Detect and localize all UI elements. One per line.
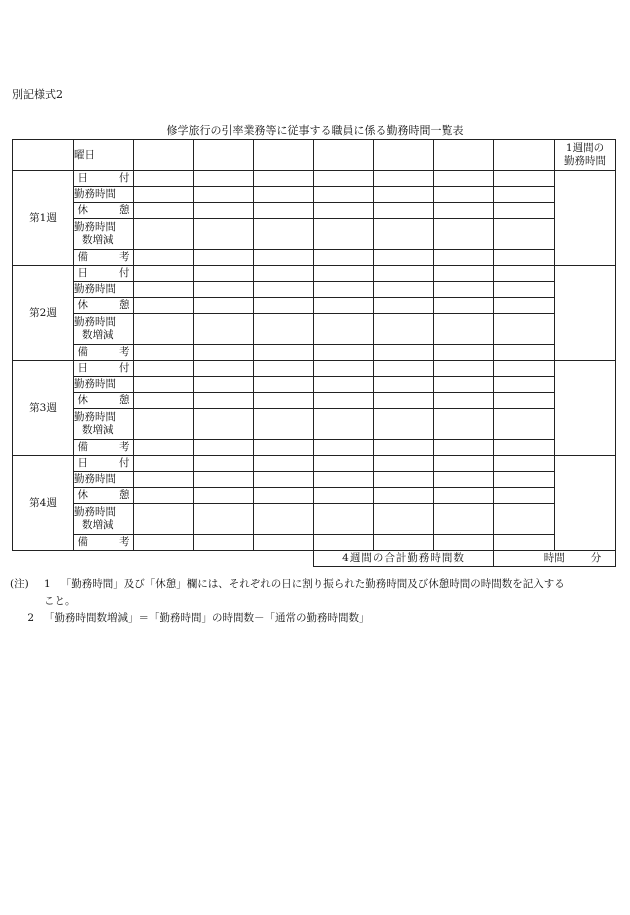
entry-cell[interactable] xyxy=(254,250,314,266)
row-label-date xyxy=(74,171,134,187)
entry-cell[interactable] xyxy=(134,535,194,551)
row-label-rest xyxy=(74,488,134,504)
week-row xyxy=(13,393,616,409)
entry-cell[interactable] xyxy=(494,298,555,314)
row-label-date-text: 日付 xyxy=(77,457,130,469)
entry-cell[interactable] xyxy=(314,219,374,250)
entry-cell[interactable] xyxy=(314,535,374,551)
entry-cell[interactable] xyxy=(194,314,254,345)
entry-cell[interactable] xyxy=(494,266,555,282)
entry-cell[interactable] xyxy=(374,535,434,551)
week-row xyxy=(13,187,616,203)
entry-cell[interactable] xyxy=(314,504,374,535)
entry-cell[interactable] xyxy=(134,472,194,488)
note-body: 「勤務時間数増減」＝「勤務時間」の時間数－「通常の勤務時間数」 xyxy=(44,612,370,624)
entry-cell[interactable] xyxy=(374,219,434,250)
weekly-header-line1: 1週間の xyxy=(565,142,605,154)
entry-cell[interactable] xyxy=(194,250,254,266)
entry-cell[interactable] xyxy=(134,377,194,393)
entry-cell[interactable] xyxy=(134,203,194,219)
week-row xyxy=(13,171,616,187)
entry-cell[interactable] xyxy=(134,440,194,456)
weekly-header-line2: 勤務時間 xyxy=(564,155,606,167)
entry-cell[interactable] xyxy=(254,440,314,456)
notes-section xyxy=(10,576,618,627)
entry-cell[interactable] xyxy=(194,488,254,504)
note-text xyxy=(44,576,618,593)
row-label-adjust-line2: 数増減 xyxy=(82,424,114,436)
entry-cell[interactable] xyxy=(374,266,434,282)
entry-cell[interactable] xyxy=(134,298,194,314)
entry-cell[interactable] xyxy=(314,345,374,361)
entry-cell[interactable] xyxy=(494,361,555,377)
row-label-adjust xyxy=(74,219,134,250)
entry-cell[interactable] xyxy=(434,488,494,504)
week-row xyxy=(13,504,616,535)
entry-cell[interactable] xyxy=(194,345,254,361)
row-label-rest xyxy=(74,393,134,409)
week-row xyxy=(13,472,616,488)
day-cell[interactable] xyxy=(134,140,194,171)
entry-cell[interactable] xyxy=(314,314,374,345)
row-label-adjust xyxy=(74,504,134,535)
entry-cell[interactable] xyxy=(194,361,254,377)
entry-cell[interactable] xyxy=(254,472,314,488)
four-week-total-value[interactable] xyxy=(494,551,616,567)
entry-cell[interactable] xyxy=(494,187,555,203)
entry-cell[interactable] xyxy=(434,456,494,472)
note-number: 2 xyxy=(27,612,34,624)
week-row xyxy=(13,488,616,504)
entry-cell[interactable] xyxy=(134,504,194,535)
row-label-date xyxy=(74,456,134,472)
entry-cell[interactable] xyxy=(494,203,555,219)
entry-cell[interactable] xyxy=(254,314,314,345)
note-body: 「勤務時間」及び「休憩」欄には、それぞれの日に割り振られた勤務時間及び休憩時間の時間数を記入する xyxy=(60,578,565,590)
entry-cell[interactable] xyxy=(254,393,314,409)
week-row xyxy=(13,535,616,551)
summary-blank xyxy=(13,551,314,567)
entry-cell[interactable] xyxy=(254,282,314,298)
row-label-remarks xyxy=(74,535,134,551)
entry-cell[interactable] xyxy=(314,250,374,266)
entry-cell[interactable] xyxy=(374,298,434,314)
row-label-adjust-line1: 勤務時間 xyxy=(74,506,116,518)
entry-cell[interactable] xyxy=(134,282,194,298)
day-cell[interactable] xyxy=(314,140,374,171)
weekly-total-cell[interactable] xyxy=(555,456,616,551)
row-label-rest-text: 休憩 xyxy=(77,489,130,501)
entry-cell[interactable] xyxy=(254,345,314,361)
entry-cell[interactable] xyxy=(254,187,314,203)
entry-cell[interactable] xyxy=(374,488,434,504)
entry-cell[interactable] xyxy=(314,187,374,203)
entry-cell[interactable] xyxy=(194,171,254,187)
entry-cell[interactable] xyxy=(434,314,494,345)
entry-cell[interactable] xyxy=(374,345,434,361)
row-label-date-text: 日付 xyxy=(77,362,130,374)
entry-cell[interactable] xyxy=(254,266,314,282)
entry-cell[interactable] xyxy=(314,472,374,488)
row-label-adjust xyxy=(74,314,134,345)
entry-cell[interactable] xyxy=(374,409,434,440)
entry-cell[interactable] xyxy=(374,250,434,266)
entry-cell[interactable] xyxy=(374,314,434,345)
day-cell[interactable] xyxy=(494,140,555,171)
entry-cell[interactable] xyxy=(374,171,434,187)
entry-cell[interactable] xyxy=(494,250,555,266)
week-label: 第4週 xyxy=(13,456,74,551)
note-item xyxy=(10,576,618,593)
row-label-date-text: 日付 xyxy=(77,172,130,184)
entry-cell[interactable] xyxy=(374,504,434,535)
week-row xyxy=(13,361,616,377)
row-label-date xyxy=(74,361,134,377)
entry-cell[interactable] xyxy=(314,409,374,440)
entry-cell[interactable] xyxy=(194,187,254,203)
row-label-rest-text: 休憩 xyxy=(77,204,130,216)
row-label-remarks-text: 備考 xyxy=(77,441,130,453)
week-row xyxy=(13,266,616,282)
note-continuation: こと。 xyxy=(44,595,76,607)
week-row xyxy=(13,456,616,472)
entry-cell[interactable] xyxy=(494,409,555,440)
entry-cell[interactable] xyxy=(254,219,314,250)
week-row xyxy=(13,314,616,345)
entry-cell[interactable] xyxy=(314,377,374,393)
row-label-adjust-line1: 勤務時間 xyxy=(74,316,116,328)
row-label-date-text: 日付 xyxy=(77,267,130,279)
entry-cell[interactable] xyxy=(194,440,254,456)
row-label-rest xyxy=(74,203,134,219)
entry-cell[interactable] xyxy=(134,219,194,250)
table-header-row xyxy=(13,140,616,171)
entry-cell[interactable] xyxy=(374,393,434,409)
week-row xyxy=(13,377,616,393)
entry-cell[interactable] xyxy=(434,171,494,187)
entry-cell[interactable] xyxy=(434,393,494,409)
row-label-work-hours: 勤務時間 xyxy=(74,377,134,393)
week-row xyxy=(13,440,616,456)
entry-cell[interactable] xyxy=(314,282,374,298)
day-of-week-header: 曜日 xyxy=(74,140,134,171)
entry-cell[interactable] xyxy=(494,472,555,488)
entry-cell[interactable] xyxy=(314,361,374,377)
entry-cell[interactable] xyxy=(134,171,194,187)
entry-cell[interactable] xyxy=(374,282,434,298)
entry-cell[interactable] xyxy=(374,361,434,377)
entry-cell[interactable] xyxy=(134,187,194,203)
entry-cell[interactable] xyxy=(434,250,494,266)
week-label: 第3週 xyxy=(13,361,74,456)
entry-cell[interactable] xyxy=(434,266,494,282)
entry-cell[interactable] xyxy=(374,187,434,203)
entry-cell[interactable] xyxy=(314,393,374,409)
form-number-label: 別記様式2 xyxy=(12,88,63,101)
entry-cell[interactable] xyxy=(134,250,194,266)
entry-cell[interactable] xyxy=(434,203,494,219)
entry-cell[interactable] xyxy=(134,345,194,361)
day-cell[interactable] xyxy=(194,140,254,171)
entry-cell[interactable] xyxy=(494,504,555,535)
entry-cell[interactable] xyxy=(434,377,494,393)
entry-cell[interactable] xyxy=(374,440,434,456)
minutes-unit: 分 xyxy=(590,552,602,564)
day-cell[interactable] xyxy=(434,140,494,171)
entry-cell[interactable] xyxy=(434,440,494,456)
row-label-work-hours: 勤務時間 xyxy=(74,187,134,203)
entry-cell[interactable] xyxy=(194,266,254,282)
weekly-hours-header xyxy=(555,140,616,171)
entry-cell[interactable] xyxy=(314,203,374,219)
entry-cell[interactable] xyxy=(494,488,555,504)
row-label-adjust-line1: 勤務時間 xyxy=(74,221,116,233)
note-prefix: (注) xyxy=(10,578,29,590)
row-label-rest-text: 休憩 xyxy=(77,394,130,406)
weekly-total-cell[interactable] xyxy=(555,266,616,361)
row-label-remarks-text: 備考 xyxy=(77,251,130,263)
entry-cell[interactable] xyxy=(434,535,494,551)
entry-cell[interactable] xyxy=(254,409,314,440)
entry-cell[interactable] xyxy=(254,171,314,187)
entry-cell[interactable] xyxy=(314,266,374,282)
entry-cell[interactable] xyxy=(314,456,374,472)
entry-cell[interactable] xyxy=(194,377,254,393)
day-cell[interactable] xyxy=(374,140,434,171)
entry-cell[interactable] xyxy=(494,377,555,393)
entry-cell[interactable] xyxy=(434,219,494,250)
week-label: 第1週 xyxy=(13,171,74,266)
note-number: 1 xyxy=(44,578,51,590)
entry-cell[interactable] xyxy=(374,377,434,393)
work-hours-table xyxy=(12,139,616,567)
row-label-remarks xyxy=(74,440,134,456)
weekly-total-cell[interactable] xyxy=(555,361,616,456)
entry-cell[interactable] xyxy=(434,472,494,488)
summary-row xyxy=(13,551,616,567)
entry-cell[interactable] xyxy=(494,535,555,551)
row-label-remarks xyxy=(74,250,134,266)
entry-cell[interactable] xyxy=(194,472,254,488)
entry-cell[interactable] xyxy=(194,393,254,409)
entry-cell[interactable] xyxy=(494,456,555,472)
row-label-work-hours: 勤務時間 xyxy=(74,282,134,298)
entry-cell[interactable] xyxy=(254,456,314,472)
entry-cell[interactable] xyxy=(134,393,194,409)
entry-cell[interactable] xyxy=(494,393,555,409)
entry-cell[interactable] xyxy=(314,171,374,187)
entry-cell[interactable] xyxy=(194,203,254,219)
entry-cell[interactable] xyxy=(134,361,194,377)
row-label-date xyxy=(74,266,134,282)
entry-cell[interactable] xyxy=(134,488,194,504)
entry-cell[interactable] xyxy=(194,504,254,535)
entry-cell[interactable] xyxy=(254,203,314,219)
weekly-total-cell[interactable] xyxy=(555,171,616,266)
document-title: 修学旅行の引率業務等に従事する職員に係る勤務時間一覧表 xyxy=(166,124,464,137)
entry-cell[interactable] xyxy=(134,314,194,345)
entry-cell[interactable] xyxy=(254,488,314,504)
entry-cell[interactable] xyxy=(494,440,555,456)
entry-cell[interactable] xyxy=(434,409,494,440)
entry-cell[interactable] xyxy=(314,440,374,456)
entry-cell[interactable] xyxy=(194,409,254,440)
entry-cell[interactable] xyxy=(434,187,494,203)
entry-cell[interactable] xyxy=(494,171,555,187)
entry-cell[interactable] xyxy=(254,377,314,393)
entry-cell[interactable] xyxy=(494,345,555,361)
row-label-adjust-line1: 勤務時間 xyxy=(74,411,116,423)
note-item xyxy=(10,610,618,627)
week-row xyxy=(13,219,616,250)
row-label-rest-text: 休憩 xyxy=(77,299,130,311)
entry-cell[interactable] xyxy=(434,345,494,361)
entry-cell[interactable] xyxy=(194,282,254,298)
entry-cell[interactable] xyxy=(194,535,254,551)
entry-cell[interactable] xyxy=(194,219,254,250)
entry-cell[interactable] xyxy=(254,535,314,551)
row-label-remarks-text: 備考 xyxy=(77,536,130,548)
row-label-adjust-line2: 数増減 xyxy=(82,329,114,341)
week-row xyxy=(13,345,616,361)
entry-cell[interactable] xyxy=(194,298,254,314)
week-row xyxy=(13,298,616,314)
entry-cell[interactable] xyxy=(434,504,494,535)
week-label: 第2週 xyxy=(13,266,74,361)
entry-cell[interactable] xyxy=(134,409,194,440)
day-cell[interactable] xyxy=(254,140,314,171)
row-label-remarks xyxy=(74,345,134,361)
entry-cell[interactable] xyxy=(254,361,314,377)
entry-cell[interactable] xyxy=(254,298,314,314)
entry-cell[interactable] xyxy=(374,203,434,219)
entry-cell[interactable] xyxy=(374,472,434,488)
entry-cell[interactable] xyxy=(494,282,555,298)
row-label-rest xyxy=(74,298,134,314)
entry-cell[interactable] xyxy=(314,488,374,504)
four-week-total-label: 4週間の合計勤務時間数 xyxy=(314,551,494,567)
hours-unit: 時間 xyxy=(543,552,565,564)
row-label-remarks-text: 備考 xyxy=(77,346,130,358)
week-row xyxy=(13,409,616,440)
entry-cell[interactable] xyxy=(434,361,494,377)
row-label-adjust-line2: 数増減 xyxy=(82,519,114,531)
row-label-adjust-line2: 数増減 xyxy=(82,234,114,246)
entry-cell[interactable] xyxy=(254,504,314,535)
week-row xyxy=(13,282,616,298)
entry-cell[interactable] xyxy=(134,456,194,472)
entry-cell[interactable] xyxy=(434,298,494,314)
entry-cell[interactable] xyxy=(494,314,555,345)
week-row xyxy=(13,250,616,266)
entry-cell[interactable] xyxy=(494,219,555,250)
corner-cell xyxy=(13,140,74,171)
entry-cell[interactable] xyxy=(434,282,494,298)
entry-cell[interactable] xyxy=(194,456,254,472)
row-label-work-hours: 勤務時間 xyxy=(74,472,134,488)
week-row xyxy=(13,203,616,219)
entry-cell[interactable] xyxy=(314,298,374,314)
entry-cell[interactable] xyxy=(374,456,434,472)
entry-cell[interactable] xyxy=(134,266,194,282)
row-label-adjust xyxy=(74,409,134,440)
